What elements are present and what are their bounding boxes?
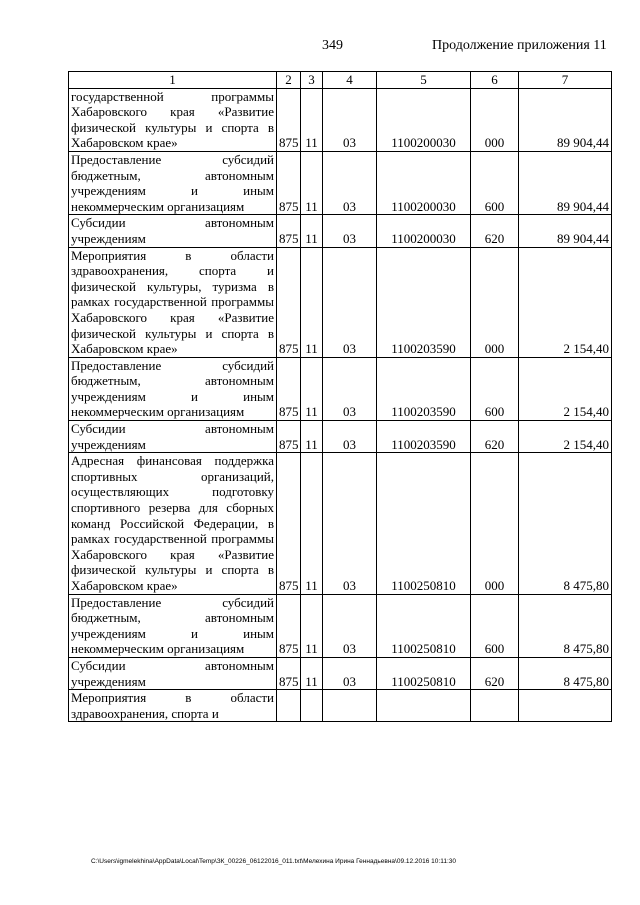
target-article-cell: 1100203590 [377,357,471,420]
table-row [69,657,612,689]
amount-cell: 89 904,44 [519,88,612,151]
target-article-cell: 1100250810 [377,657,471,689]
amount-cell: 2 154,40 [519,247,612,357]
subsection-cell: 03 [323,453,377,594]
section-cell: 11 [301,357,323,420]
row-name-cell: Субсидии автономным учреждениям [69,421,277,453]
column-header: 7 [519,72,612,89]
row-name-cell: Предоставление субсидий бюджетным, автономным учреждениям и иным некоммерческим организациям [69,357,277,420]
subsection-cell: 03 [323,247,377,357]
chapter-code-cell: 875 [277,453,301,594]
column-header: 2 [277,72,301,89]
column-header: 6 [471,72,519,89]
subsection-cell: 03 [323,215,377,247]
expense-type-cell: 620 [471,657,519,689]
table-row [69,215,612,247]
table-row [69,247,612,357]
amount-cell: 2 154,40 [519,357,612,420]
section-cell: 11 [301,247,323,357]
chapter-code-cell: 875 [277,247,301,357]
expense-type-cell: 620 [471,215,519,247]
expense-type-cell: 600 [471,357,519,420]
section-cell: 11 [301,594,323,657]
column-header: 1 [69,72,277,89]
subsection-cell: 03 [323,657,377,689]
target-article-cell [377,690,471,722]
subsection-cell: 03 [323,421,377,453]
section-cell: 11 [301,421,323,453]
amount-cell: 8 475,80 [519,453,612,594]
table-row [69,357,612,420]
amount-cell: 89 904,44 [519,151,612,214]
amount-cell: 8 475,80 [519,594,612,657]
document-path-footer: C:\Users\igmelekhina\AppData\Local\Temp\ЗК_00226_06122016_011.txt\Мелехина Ирина Геннадьевна\09.12.2016 10:11:30 [91,858,456,865]
table-row [69,151,612,214]
row-name-cell: Мероприятия в области здравоохранения, спорта и физической культуры, туризма в рамках государственной программы Хабаровского края «Развитие физической культуры и спорта в Хабаровском крае» [69,247,277,357]
row-name-cell: Адресная финансовая поддержка спортивных организаций, осуществляющих подготовку спортивного резерва для сборных команд Российской Федерации, в рамках государственной программы Хабаровского края «Развитие физической культуры и спорта в Хабаровском крае» [69,453,277,594]
table-row [69,594,612,657]
target-article-cell: 1100203590 [377,247,471,357]
expense-type-cell: 000 [471,88,519,151]
amount-cell: 8 475,80 [519,657,612,689]
table-row [69,421,612,453]
table-row [69,453,612,594]
column-header: 4 [323,72,377,89]
row-name-cell: Предоставление субсидий бюджетным, автономным учреждениям и иным некоммерческим организациям [69,594,277,657]
page-number: 349 [322,38,343,53]
row-name-cell: Субсидии автономным учреждениям [69,215,277,247]
chapter-code-cell: 875 [277,215,301,247]
chapter-code-cell: 875 [277,151,301,214]
row-name-cell: Мероприятия в области здравоохранения, спорта и [69,690,277,722]
row-name-cell: государственной программы Хабаровского края «Развитие физической культуры и спорта в Хабаровском крае» [69,88,277,151]
subsection-cell [323,690,377,722]
table-body [69,88,612,722]
chapter-code-cell: 875 [277,88,301,151]
target-article-cell: 1100200030 [377,151,471,214]
target-article-cell: 1100250810 [377,453,471,594]
section-cell: 11 [301,151,323,214]
column-header: 5 [377,72,471,89]
chapter-code-cell [277,690,301,722]
expense-type-cell: 620 [471,421,519,453]
target-article-cell: 1100200030 [377,88,471,151]
subsection-cell: 03 [323,357,377,420]
table-row [69,88,612,151]
target-article-cell: 1100203590 [377,421,471,453]
appendix-continuation-title: Продолжение приложения 11 [432,38,607,53]
target-article-cell: 1100250810 [377,594,471,657]
chapter-code-cell: 875 [277,594,301,657]
budget-table [68,71,612,722]
row-name-cell: Предоставление субсидий бюджетным, автономным учреждениям и иным некоммерческим организациям [69,151,277,214]
amount-cell: 89 904,44 [519,215,612,247]
section-cell: 11 [301,215,323,247]
section-cell [301,690,323,722]
expense-type-cell [471,690,519,722]
expense-type-cell: 600 [471,151,519,214]
chapter-code-cell: 875 [277,357,301,420]
section-cell: 11 [301,453,323,594]
expense-type-cell: 000 [471,247,519,357]
chapter-code-cell: 875 [277,657,301,689]
target-article-cell: 1100200030 [377,215,471,247]
subsection-cell: 03 [323,151,377,214]
section-cell: 11 [301,88,323,151]
row-name-cell: Субсидии автономным учреждениям [69,657,277,689]
expense-type-cell: 600 [471,594,519,657]
subsection-cell: 03 [323,88,377,151]
amount-cell [519,690,612,722]
column-header: 3 [301,72,323,89]
section-cell: 11 [301,657,323,689]
subsection-cell: 03 [323,594,377,657]
expense-type-cell: 000 [471,453,519,594]
chapter-code-cell: 875 [277,421,301,453]
amount-cell: 2 154,40 [519,421,612,453]
column-number-header-row [69,72,612,89]
table-row [69,690,612,722]
